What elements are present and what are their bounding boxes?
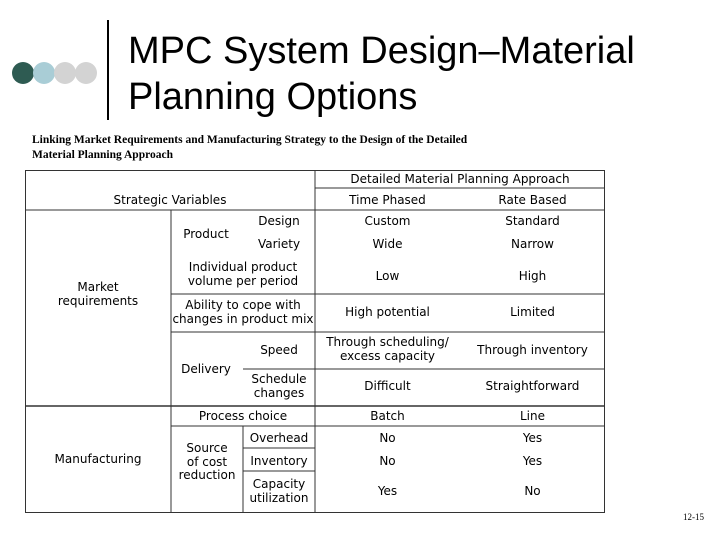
process-time: Batch [370, 409, 405, 423]
mix-label-line2: changes in product mix [172, 311, 314, 326]
inventory-time: No [379, 454, 396, 468]
capacity-label-line2: utilization [249, 490, 309, 505]
schedule-label-line1: Schedule [251, 372, 307, 386]
schedule-label [243, 373, 315, 400]
dot-dark-icon [12, 62, 34, 84]
overhead-time: No [379, 431, 396, 445]
speed-time-line2: excess capacity [339, 348, 436, 363]
volume-rate: High [518, 269, 547, 283]
slide-title-line1: MPC System Design–Material [128, 30, 635, 72]
capacity-label-line1: Capacity [252, 477, 306, 491]
material-planning-table [25, 170, 605, 513]
capacity-time: Yes [377, 484, 398, 498]
header-strategic-variables: Strategic Variables [113, 193, 227, 207]
design-rate: Standard [505, 214, 560, 228]
schedule-rate: Straightforward [485, 379, 580, 393]
dot-grey-icon [54, 62, 76, 84]
design-time: Custom [364, 214, 411, 228]
design-label: Design [258, 214, 300, 228]
variety-rate: Narrow [511, 237, 554, 251]
slide-title-line2: Planning Options [128, 76, 418, 118]
overhead-rate: Yes [522, 431, 543, 445]
volume-label [171, 261, 315, 288]
slide-number: 12-15 [683, 512, 704, 522]
slide-title [128, 28, 635, 120]
delivery-label: Delivery [181, 362, 231, 376]
speed-label: Speed [260, 343, 298, 357]
figure-title-line2: Material Planning Approach [32, 149, 173, 161]
volume-time: Low [375, 269, 400, 283]
speed-time [315, 336, 460, 363]
speed-rate: Through inventory [477, 343, 588, 357]
market-requirements-label [25, 281, 171, 308]
overhead-label: Overhead [249, 431, 309, 445]
dot-light-blue-icon [33, 62, 55, 84]
title-divider [107, 20, 109, 120]
decorative-dots [12, 62, 96, 86]
source-label [171, 442, 243, 483]
figure-title [32, 133, 467, 163]
inventory-rate: Yes [522, 454, 543, 468]
process-label: Process choice [198, 409, 288, 423]
capacity-label [243, 478, 315, 505]
source-label-line1: Source [186, 441, 228, 455]
variety-label: Variety [257, 237, 301, 251]
volume-label-line2: volume per period [187, 273, 299, 288]
schedule-time: Difficult [364, 379, 411, 393]
mix-label-line1: Ability to cope with [185, 298, 301, 312]
inventory-label: Inventory [250, 454, 308, 468]
manufacturing-label: Manufacturing [54, 452, 142, 466]
volume-label-line1: Individual product [188, 260, 298, 274]
header-time-phased: Time Phased [349, 193, 426, 207]
process-rate: Line [519, 409, 545, 423]
dot-grey-icon [75, 62, 97, 84]
figure-title-line1: Linking Market Requirements and Manufacturing Strategy to the Design of the Detailed [32, 134, 468, 146]
product-label: Product [183, 227, 229, 241]
market-requirements-text: Market requirements [57, 280, 139, 308]
mix-time: High potential [345, 305, 430, 319]
variety-time: Wide [372, 237, 403, 251]
capacity-rate: No [524, 484, 541, 498]
source-label-line2: of cost [186, 454, 228, 469]
header-rate-based: Rate Based [498, 193, 567, 207]
mix-label [171, 299, 315, 326]
speed-time-line1: Through scheduling/ [326, 335, 449, 349]
source-label-line3: reduction [178, 468, 236, 482]
mix-rate: Limited [510, 305, 555, 319]
header-group: Detailed Material Planning Approach [350, 172, 570, 186]
schedule-label-line2: changes [253, 385, 305, 400]
